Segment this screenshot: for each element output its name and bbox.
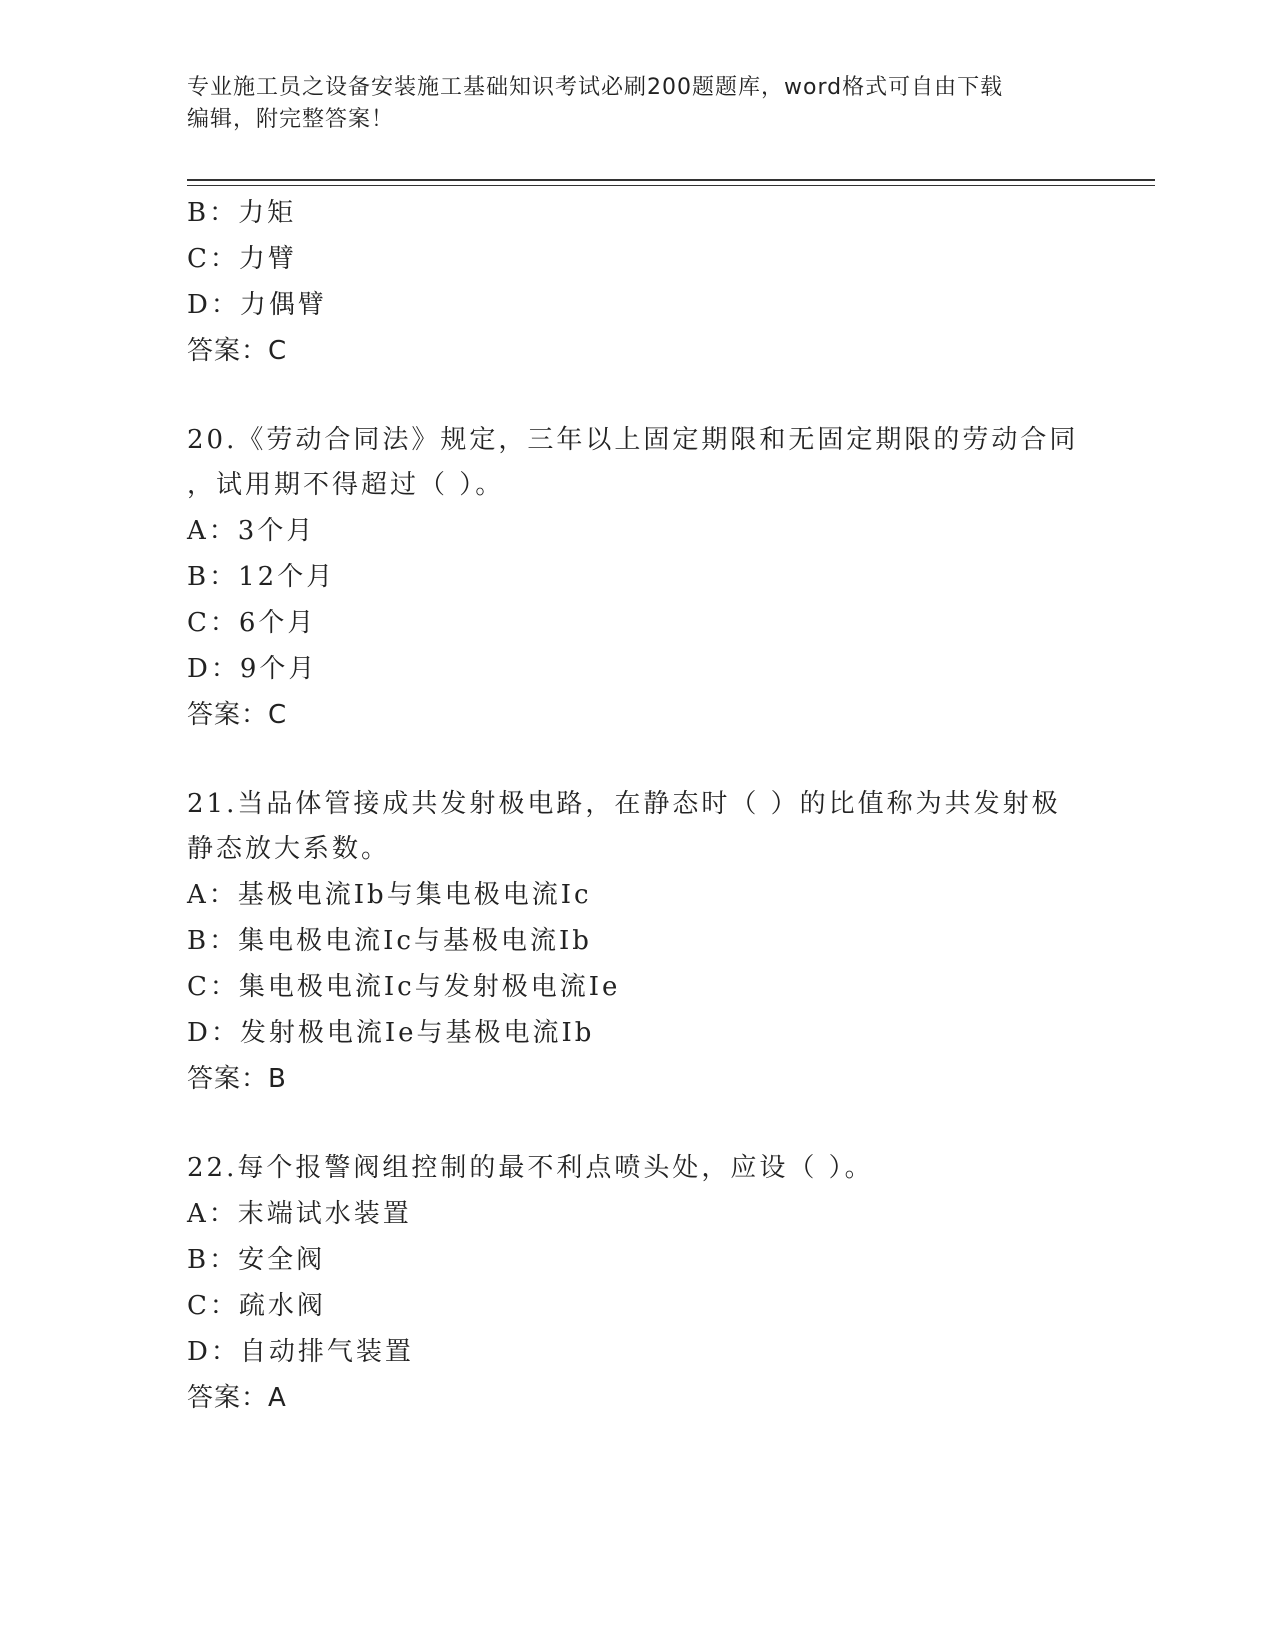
option-d: D：自动排气装置: [187, 1337, 414, 1367]
option-b: B：集电极电流Ic与基极电流Ib: [187, 926, 592, 956]
question-20: [187, 418, 1087, 738]
question-21: [187, 782, 1087, 1102]
option-a: A：末端试水装置: [187, 1199, 412, 1229]
header-line-1: 专业施工员之设备安装施工基础知识考试必刷200题题库，word格式可自由下载: [187, 75, 1004, 100]
question-stem-line-1: 20.《劳动合同法》规定，三年以上固定期限和无固定期限的劳动合同: [187, 425, 1079, 455]
question-stem-line-1: 21.当品体管接成共发射极电路，在静态时（ ）的比值称为共发射极: [187, 789, 1061, 819]
option-a: A：3个月: [187, 516, 316, 546]
option-d: D：发射极电流Ie与基极电流Ib: [187, 1018, 595, 1048]
option-c: C：力臂: [187, 244, 297, 274]
option-b: B：12个月: [187, 562, 336, 592]
option-b: B：力矩: [187, 198, 297, 228]
option-a: A：基极电流Ib与集电极电流Ic: [187, 880, 592, 910]
option-b: B：安全阀: [187, 1245, 326, 1275]
header-line-2: 编辑，附完整答案！: [187, 107, 395, 132]
header-rule: [187, 179, 1155, 181]
answer: 答案：C: [187, 700, 288, 730]
option-d: D：9个月: [187, 654, 318, 684]
answer: 答案：A: [187, 1383, 287, 1413]
option-c: C：6个月: [187, 608, 317, 638]
header-rule-thin: [187, 185, 1155, 186]
question-stem-line-2: 静态放大系数。: [187, 834, 391, 864]
question-stem-line-1: 22.每个报警阀组控制的最不利点喷头处，应设（ ）。: [187, 1153, 874, 1183]
option-c: C：疏水阀: [187, 1291, 326, 1321]
document-body: [187, 190, 1087, 1465]
answer: 答案：C: [187, 336, 288, 366]
question-22: [187, 1146, 1087, 1421]
question-19-continued: [187, 190, 1087, 374]
question-stem-line-2: ，试用期不得超过（ ）。: [187, 470, 505, 500]
page-header: [187, 72, 1087, 136]
answer: 答案：B: [187, 1064, 287, 1094]
option-c: C：集电极电流Ic与发射极电流Ie: [187, 972, 621, 1002]
option-d: D：力偶臂: [187, 290, 327, 320]
